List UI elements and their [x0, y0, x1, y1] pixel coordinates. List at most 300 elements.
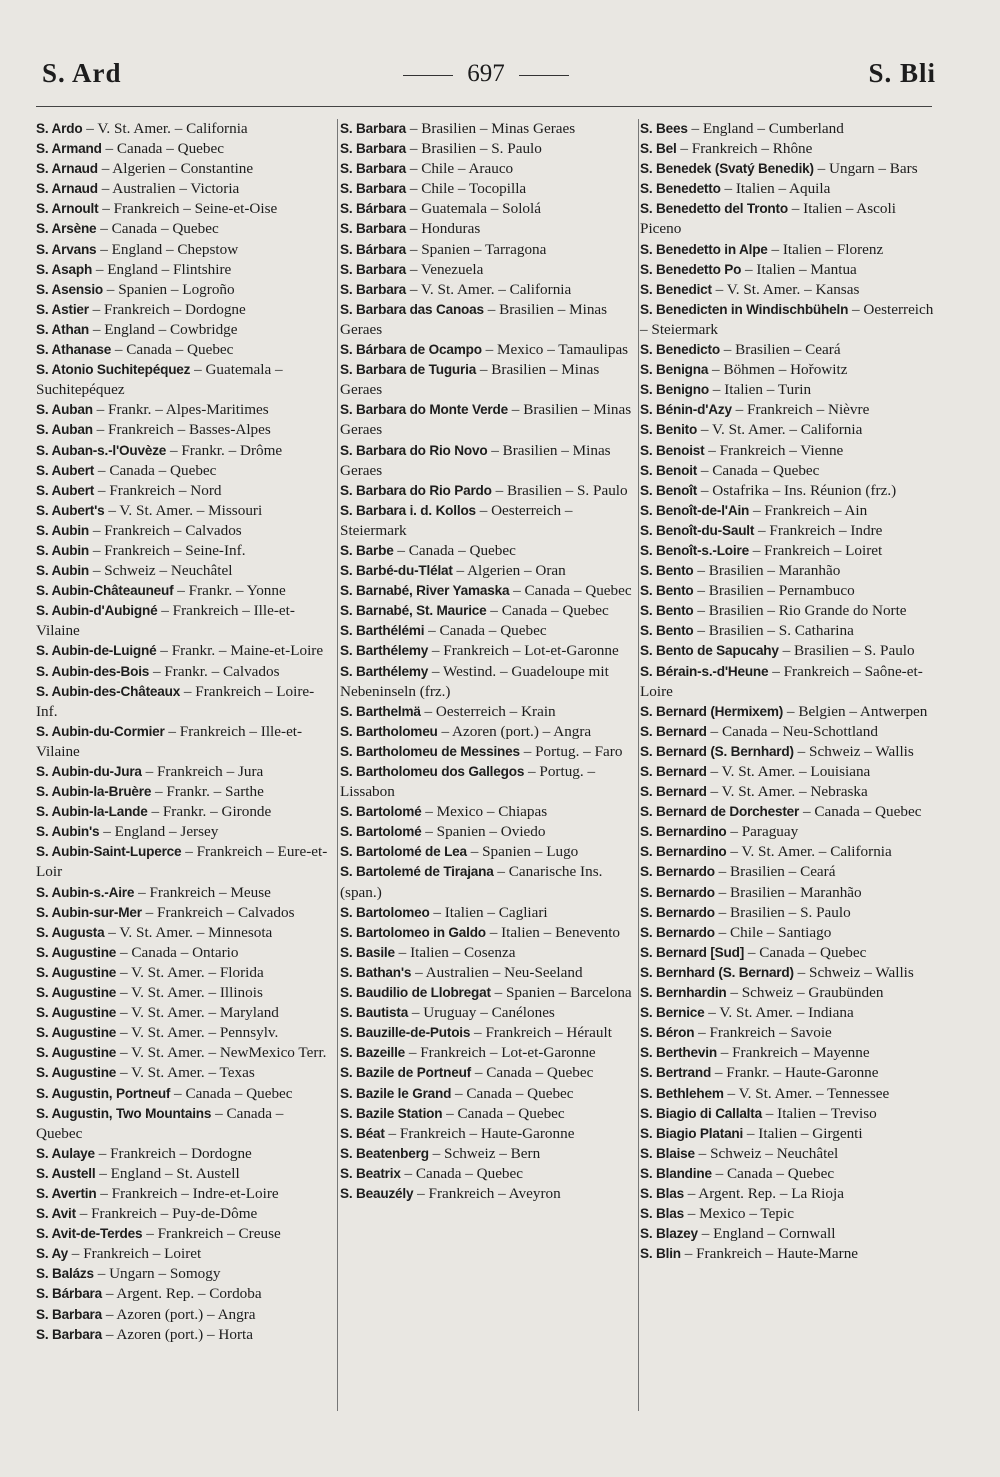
gazetteer-entry: [36, 903, 332, 923]
gazetteer-entry: [36, 1104, 332, 1144]
place-location: – Frankreich – Vienne: [704, 441, 844, 459]
place-name: S. Armand: [36, 141, 102, 157]
page-number: 697: [467, 60, 505, 87]
place-location: – Frankr. – Maine-et-Loire: [156, 642, 324, 660]
place-name: S. Barbara: [340, 181, 407, 197]
gazetteer-entry: [36, 662, 332, 682]
gazetteer-entry: [640, 923, 936, 943]
gazetteer-entry: [640, 621, 936, 641]
place-name: S. Bel: [640, 141, 677, 157]
gazetteer-entry: [640, 662, 936, 702]
place-location: – England – Flintshire: [92, 260, 232, 278]
gazetteer-entry: [640, 1104, 936, 1124]
place-location: – Westind. – Guadeloupe mit Nebeninseln (frz.): [340, 662, 609, 700]
gazetteer-entry: [36, 340, 332, 360]
gazetteer-entry: [640, 1023, 936, 1043]
gazetteer-entry: [36, 963, 332, 983]
gazetteer-entry: [340, 923, 636, 943]
place-location: – Chile – Arauco: [406, 160, 514, 178]
gazetteer-entry: [36, 1244, 332, 1264]
place-name: S. Barbara do Monte Verde: [340, 402, 508, 418]
place-location: – V. St. Amer. – Tennessee: [723, 1084, 890, 1102]
gazetteer-entry: [640, 541, 936, 561]
place-name: S. Augustine: [36, 1025, 117, 1041]
gazetteer-entry: [340, 119, 636, 139]
place-name: S. Benoît-de-l'Ain: [640, 502, 750, 518]
place-location: – Australien – Neu-Seeland: [411, 963, 583, 981]
gazetteer-entry: [340, 963, 636, 983]
gazetteer-entry: [36, 219, 332, 239]
place-location: – V. St. Amer. – Minnesota: [104, 923, 273, 941]
place-name: S. Blas: [640, 1206, 684, 1222]
place-location: – Frankreich – Jura: [141, 763, 264, 780]
gazetteer-entry: [340, 541, 636, 561]
gazetteer-entry: [36, 581, 332, 601]
place-name: S. Arsène: [36, 221, 97, 237]
page-number-dash-right: [519, 75, 569, 76]
gazetteer-entry: [640, 1184, 936, 1204]
place-location: – Canada – Quebec: [170, 1084, 293, 1102]
place-name: S. Benedetto Po: [640, 261, 742, 277]
place-location: – Canarische Ins. (span.): [340, 863, 603, 901]
place-name: S. Benoit: [640, 462, 698, 478]
gazetteer-entry: [340, 581, 636, 601]
gazetteer-entry: [36, 983, 332, 1003]
gazetteer-entry: [36, 601, 332, 641]
place-location: – Frankreich – Ille-et-Vilaine: [36, 602, 295, 640]
place-name: S. Bazile Station: [340, 1105, 443, 1121]
gazetteer-entry: [640, 1084, 936, 1104]
place-location: – Canada – Quebec: [799, 803, 922, 821]
place-name: S. Bazeille: [340, 1045, 406, 1061]
gazetteer-entry: [36, 923, 332, 943]
gazetteer-entry: [36, 139, 332, 159]
place-name: S. Barbara de Tuguria: [340, 362, 477, 378]
page-header: [36, 58, 936, 94]
place-name: S. Arvans: [36, 241, 97, 257]
place-name: S. Benoist: [640, 442, 705, 458]
place-name: S. Arnaud: [36, 181, 98, 197]
gazetteer-entry: [340, 199, 636, 219]
place-location: – Frankreich – Seine-Inf.: [89, 541, 246, 559]
place-location: – Frankr. – Calvados: [149, 662, 280, 680]
place-location: – Brasilien – Minas Geraes: [340, 361, 600, 399]
place-name: S. Augustine: [36, 964, 117, 980]
place-location: – Canada – Quebec: [471, 1064, 594, 1082]
gazetteer-entry: [640, 903, 936, 923]
place-name: S. Benoît: [640, 482, 698, 498]
place-location: – Italien – Aquila: [720, 180, 831, 198]
gazetteer-entry: [340, 360, 636, 400]
place-name: S. Avit-de-Terdes: [36, 1226, 143, 1242]
gazetteer-entry: [640, 883, 936, 903]
place-location: – Honduras: [406, 220, 481, 238]
place-name: S. Augustine: [36, 985, 117, 1001]
place-name: S. Aubert's: [36, 502, 105, 518]
place-location: – England – Cumberland: [687, 120, 844, 137]
gazetteer-entry: [36, 1284, 332, 1304]
place-name: S. Bernard (Hermixem): [640, 703, 784, 719]
place-location: – England – Chepstow: [96, 240, 239, 258]
place-location: – Frankreich – Loire-Inf.: [36, 682, 315, 720]
place-name: S. Aubin-la-Bruère: [36, 784, 152, 800]
gazetteer-entry: [36, 802, 332, 822]
place-name: S. Bárbara: [340, 201, 407, 217]
gazetteer-entry: [640, 280, 936, 300]
place-name: S. Bento: [640, 583, 694, 599]
place-location: – Chile – Tocopilla: [406, 180, 527, 198]
place-location: – Oesterreich – Steiermark: [640, 300, 934, 338]
gazetteer-entry: [340, 1144, 636, 1164]
place-name: S. Benedicto: [640, 342, 720, 358]
place-name: S. Bartolomé: [340, 804, 422, 820]
place-location: – Canada – Ontario: [116, 943, 239, 961]
place-name: S. Bazile de Portneuf: [340, 1065, 472, 1081]
place-name: S. Bartolomé de Lea: [340, 844, 467, 860]
place-name: S. Avit: [36, 1206, 76, 1222]
gazetteer-entry: [340, 802, 636, 822]
place-location: – Frankreich – Basses-Alpes: [92, 421, 271, 439]
place-location: – Canada – Quebec: [509, 582, 632, 600]
place-location: – Brasilien – Minas Geraes: [406, 120, 576, 137]
place-name: S. Austell: [36, 1165, 96, 1181]
place-location: – Ostafrika – Ins. Réunion (frz.): [697, 481, 897, 499]
place-location: – Spanien – Tarragona: [406, 240, 547, 258]
gazetteer-entry: [340, 481, 636, 501]
place-location: – Italien – Turin: [709, 381, 812, 399]
place-location: – Portug. – Lissabon: [340, 763, 596, 801]
place-name: S. Bernard: [640, 784, 707, 800]
place-location: – Frankreich – Mayenne: [716, 1044, 870, 1062]
place-name: S. Bernardo: [640, 904, 715, 920]
header-rule: [36, 106, 932, 107]
place-name: S. Aubin: [36, 542, 90, 558]
gazetteer-entry: [640, 802, 936, 822]
place-location: – Canada – Neu-Schottland: [706, 722, 878, 740]
gazetteer-entry: [36, 400, 332, 420]
place-location: – Canada – Quebec: [711, 1164, 835, 1182]
place-name: S. Bartolomeo in Galdo: [340, 924, 486, 940]
gazetteer-entry: [340, 1184, 636, 1204]
place-location: – Frankreich – Hérault: [470, 1024, 612, 1042]
gazetteer-entry: [36, 1023, 332, 1043]
place-location: – Schweiz – Graubünden: [726, 984, 884, 1002]
place-location: – Brasilien – S. Paulo: [714, 903, 851, 921]
gazetteer-entry: [640, 1124, 936, 1144]
place-name: S. Bautista: [340, 1005, 409, 1021]
place-name: S. Barnabé, St. Maurice: [340, 603, 487, 619]
place-name: S. Barthelmä: [340, 703, 421, 719]
place-name: S. Béron: [640, 1025, 695, 1041]
gazetteer-entry: [640, 1224, 936, 1244]
place-name: S. Bernard (S. Bernhard): [640, 743, 794, 759]
place-location: – Schweiz – Wallis: [793, 742, 914, 760]
place-name: S. Augustine: [36, 1065, 117, 1081]
gazetteer-entry: [36, 1224, 332, 1244]
place-location: – Azoren (port.) – Horta: [102, 1325, 254, 1343]
place-location: – Algerien – Oran: [452, 562, 566, 580]
gazetteer-entry: [36, 1063, 332, 1083]
place-location: – Italien – Cosenza: [394, 943, 516, 961]
place-location: – England – St. Austell: [95, 1164, 240, 1182]
gazetteer-entry: [36, 722, 332, 762]
gazetteer-entry: [36, 762, 332, 782]
place-location: – England – Cowbridge: [89, 320, 238, 338]
place-name: S. Barbara: [340, 141, 407, 157]
place-location: – Oesterreich – Krain: [420, 702, 556, 720]
place-name: S. Barbara do Rio Novo: [340, 442, 488, 458]
gazetteer-entry: [340, 179, 636, 199]
place-name: S. Bárbara: [340, 241, 407, 257]
place-name: S. Barbara do Rio Pardo: [340, 482, 492, 498]
gazetteer-entry: [36, 1164, 332, 1184]
gazetteer-entry: [340, 822, 636, 842]
place-location: – V. St. Amer. – Illinois: [116, 984, 263, 1002]
place-name: S. Barthélémi: [340, 623, 425, 639]
place-location: – Frankreich – Nièvre: [731, 401, 870, 419]
place-name: S. Benedict: [640, 281, 712, 297]
place-name: S. Blaise: [640, 1145, 695, 1161]
place-location: – V. St. Amer. – California: [82, 120, 248, 137]
place-name: S. Benedetto in Alpe: [640, 241, 768, 257]
place-name: S. Bernard: [640, 723, 707, 739]
gazetteer-entry: [640, 1043, 936, 1063]
place-name: S. Benedek (Svatý Benedik): [640, 161, 814, 177]
place-location: – Canada – Quebec: [36, 1104, 284, 1142]
gazetteer-entry: [36, 1305, 332, 1325]
place-location: – Venezuela: [406, 260, 484, 278]
place-location: – Frankreich – Dordogne: [88, 300, 246, 318]
place-name: S. Benoît-s.-Loire: [640, 542, 749, 558]
place-location: – Brasilien – S. Paulo: [491, 481, 628, 499]
place-location: – Frankreich – Ain: [749, 501, 868, 519]
gazetteer-entry: [640, 581, 936, 601]
gazetteer-entry: [340, 441, 636, 481]
place-name: S. Beatrix: [340, 1165, 401, 1181]
place-location: – V. St. Amer. – NewMexico Terr.: [116, 1044, 327, 1062]
place-location: – Chile – Santiago: [714, 923, 832, 941]
place-name: S. Bazile le Grand: [340, 1085, 452, 1101]
place-name: S. Bárbara de Ocampo: [340, 342, 482, 358]
place-location: – Spanien – Oviedo: [421, 823, 546, 841]
place-name: S. Benedetto del Tronto: [640, 201, 788, 217]
place-name: S. Bento de Sapucahy: [640, 643, 779, 659]
gazetteer-entry: [340, 641, 636, 661]
gazetteer-entry: [640, 1244, 936, 1264]
place-location: – Italien – Cagliari: [429, 903, 548, 921]
gazetteer-entry: [36, 1003, 332, 1023]
place-location: – Oesterreich – Steiermark: [340, 501, 573, 539]
place-location: – England – Jersey: [99, 823, 219, 841]
place-location: – Frankreich – Eure-et-Loir: [36, 843, 328, 881]
gazetteer-entry: [640, 1063, 936, 1083]
place-name: S. Atonio Suchitepéquez: [36, 362, 191, 378]
place-location: – Frankreich – Lot-et-Garonne: [428, 642, 619, 660]
place-name: S. Bernardo: [640, 864, 715, 880]
place-name: S. Barbara: [340, 261, 407, 277]
place-name: S. Bees: [640, 121, 688, 136]
gazetteer-entry: [340, 1104, 636, 1124]
place-name: S. Aubin: [36, 563, 90, 579]
gazetteer-entry: [640, 1144, 936, 1164]
gazetteer-entry: [36, 360, 332, 400]
place-location: – Canada – Quebec: [400, 1164, 524, 1182]
place-location: – Canada – Quebec: [451, 1084, 574, 1102]
place-location: – Brasilien – Ceará: [719, 341, 841, 359]
place-location: – V. St. Amer. – California: [726, 843, 892, 861]
place-name: S. Aubin-Saint-Luperce: [36, 844, 182, 860]
gazetteer-entry: [640, 722, 936, 742]
place-name: S. Bartholomeu: [340, 723, 438, 739]
place-name: S. Bernardino: [640, 824, 727, 840]
place-name: S. Benoît-du-Sault: [640, 522, 755, 538]
gazetteer-entry: [640, 561, 936, 581]
gazetteer-entry: [36, 782, 332, 802]
place-location: – Frankreich – Calvados: [141, 903, 295, 921]
gazetteer-entry: [640, 159, 936, 179]
gazetteer-entry: [36, 561, 332, 581]
place-location: – Brasilien – Ceará: [714, 863, 836, 881]
place-location: – Italien – Ascoli Piceno: [640, 200, 896, 238]
place-name: S. Augustin, Portneuf: [36, 1085, 171, 1101]
place-location: – Frankreich – Loiret: [748, 541, 883, 559]
gazetteer-entry: [36, 461, 332, 481]
gazetteer-entry: [36, 179, 332, 199]
gazetteer-entry: [640, 742, 936, 762]
place-location: – V. St. Amer. – Nebraska: [706, 783, 868, 801]
gazetteer-entry: [36, 441, 332, 461]
place-location: – Schweiz – Neuchâtel: [89, 562, 233, 580]
place-location: – Mexico – Tepic: [683, 1205, 794, 1223]
place-name: S. Bernardo: [640, 924, 715, 940]
gazetteer-entry: [640, 702, 936, 722]
gazetteer-entry: [340, 1063, 636, 1083]
place-location: – V. St. Amer. – Louisiana: [706, 763, 871, 780]
place-location: – Guatemala – Sololá: [406, 200, 541, 218]
place-location: – Italien – Mantua: [741, 260, 857, 278]
running-head-left: S. Ard: [42, 58, 122, 88]
gazetteer-entry: [640, 782, 936, 802]
place-location: – Frankreich – Puy-de-Dôme: [75, 1205, 258, 1223]
gazetteer-entry: [640, 360, 936, 380]
place-name: S. Bethlehem: [640, 1085, 724, 1101]
gazetteer-entry: [36, 943, 332, 963]
place-location: – V. St. Amer. – Maryland: [116, 1004, 279, 1022]
place-name: S. Barbara: [36, 1326, 103, 1342]
place-location: – Frankr. – Drôme: [166, 441, 283, 459]
place-name: S. Asaph: [36, 261, 93, 277]
place-location: – Canada – Quebec: [94, 461, 217, 479]
gazetteer-entry: [340, 1043, 636, 1063]
place-name: S. Aubin-du-Jura: [36, 764, 142, 779]
place-location: – Frankreich – Savoie: [694, 1024, 832, 1042]
place-name: S. Bernardino: [640, 844, 727, 860]
place-name: S. Auban: [36, 422, 93, 438]
gazetteer-entry: [36, 240, 332, 260]
place-name: S. Béat: [340, 1125, 385, 1141]
place-name: S. Arnaud: [36, 161, 98, 177]
place-name: S. Barnabé, River Yamaska: [340, 583, 510, 599]
place-location: – Ungarn – Somogy: [93, 1265, 221, 1283]
place-location: – Canada – Quebec: [96, 220, 219, 238]
place-location: – V. St. Amer. – California: [697, 421, 863, 439]
gazetteer-entry: [640, 822, 936, 842]
gazetteer-entry: [36, 501, 332, 521]
place-name: S. Berthevin: [640, 1045, 717, 1061]
gazetteer-entry: [640, 260, 936, 280]
gazetteer-entry: [36, 199, 332, 219]
place-name: S. Benito: [640, 422, 698, 438]
place-name: S. Barthélemy: [340, 643, 429, 659]
place-name: S. Asensio: [36, 281, 103, 297]
gazetteer-entry: [36, 300, 332, 320]
column-divider-1: [337, 119, 338, 1411]
place-name: S. Barbara: [340, 161, 407, 177]
gazetteer-entry: [340, 662, 636, 702]
place-location: – V. St. Amer. – Texas: [116, 1064, 255, 1082]
gazetteer-entry: [340, 1124, 636, 1144]
place-name: S. Augustin, Two Mountains: [36, 1105, 212, 1121]
gazetteer-entry: [340, 742, 636, 762]
place-name: S. Bernhard (S. Bernard): [640, 964, 794, 980]
place-location: – Uruguay – Canélones: [408, 1004, 555, 1022]
place-location: – Frankreich – Indre-et-Loire: [96, 1184, 279, 1202]
place-name: S. Bartholomeu dos Gallegos: [340, 764, 525, 779]
place-location: – Canada – Quebec: [424, 622, 547, 640]
place-name: S. Aubin-s.-Aire: [36, 884, 135, 900]
gazetteer-entry: [340, 903, 636, 923]
place-name: S. Aubin's: [36, 824, 100, 840]
page-number-block: [36, 60, 936, 88]
place-name: S. Athan: [36, 321, 90, 337]
place-location: – Brasilien – Maranhão: [714, 883, 862, 901]
place-location: – V. St. Amer. – Florida: [116, 963, 264, 981]
gazetteer-entry: [36, 320, 332, 340]
place-location: – Brasilien – Minas Geraes: [340, 401, 632, 439]
gazetteer-entry: [340, 1164, 636, 1184]
place-name: S. Barbara: [36, 1306, 103, 1322]
place-name: S. Bárbara: [36, 1286, 103, 1302]
place-name: S. Aubin-Châteauneuf: [36, 583, 174, 599]
place-name: S. Aubin-la-Lande: [36, 804, 148, 820]
place-name: S. Biagio Platani: [640, 1125, 744, 1141]
place-name: S. Bento: [640, 603, 694, 619]
place-name: S. Ardo: [36, 121, 83, 136]
gazetteer-entry: [340, 1003, 636, 1023]
gazetteer-entry: [340, 983, 636, 1003]
place-name: S. Bernard de Dorchester: [640, 804, 800, 820]
place-location: – Canada – Quebec: [111, 341, 234, 359]
place-location: – Brasilien – S. Paulo: [406, 140, 542, 158]
place-location: – V. St. Amer. – California: [406, 280, 572, 298]
place-name: S. Augustine: [36, 944, 117, 960]
gazetteer-entry: [36, 682, 332, 722]
place-name: S. Augustine: [36, 1005, 117, 1021]
place-location: – Azoren (port.) – Angra: [102, 1305, 256, 1323]
place-name: S. Barbara i. d. Kollos: [340, 502, 476, 518]
place-location: – Argent. Rep. – La Rioja: [683, 1184, 844, 1202]
place-location: – Paraguay: [726, 823, 799, 841]
gazetteer-entry: [340, 1023, 636, 1043]
gazetteer-entry: [640, 400, 936, 420]
place-location: – Brasilien – Minas Geraes: [340, 300, 608, 338]
place-location: – Frankreich – Nord: [94, 481, 222, 499]
place-location: – Brasilien – Maranhão: [693, 562, 841, 580]
place-location: – Mexico – Tamaulipas: [481, 341, 629, 359]
place-name: S. Barthélemy: [340, 663, 429, 679]
place-location: – Frankr. – Sarthe: [151, 783, 264, 801]
place-location: – Brasilien – S. Paulo: [778, 642, 915, 660]
